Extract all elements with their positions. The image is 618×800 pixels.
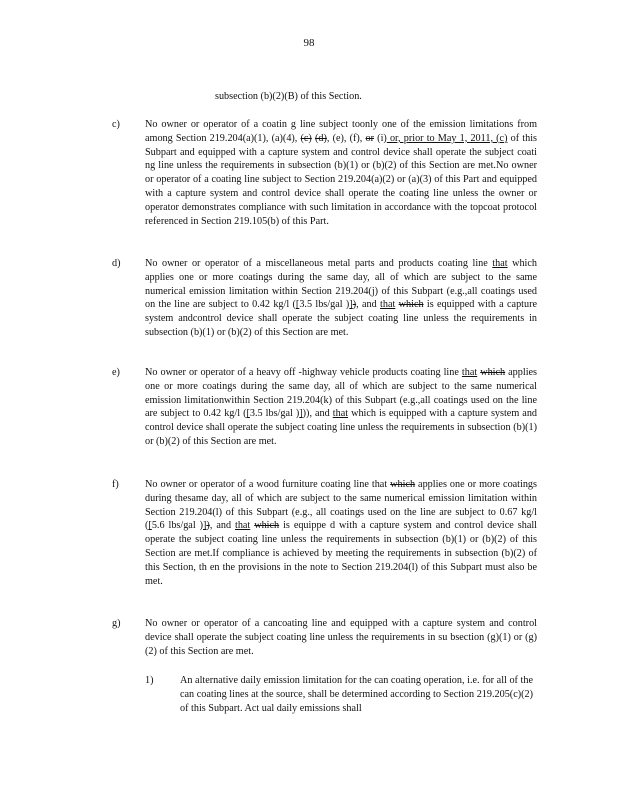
deleted-text: which	[254, 520, 280, 532]
deleted-text: which	[398, 299, 424, 311]
inserted-text: ]	[349, 299, 353, 311]
paragraph-text	[145, 257, 537, 340]
text-run: applies one or more coatings during thesame day, all of which are subject to the same numerical emission limitation within Section 219.204(l) of this Subpart (e.g., all coatings used on the line are subject to 0.67 kg/l (	[145, 479, 537, 532]
text-run: (i)	[374, 132, 387, 144]
text-run: No owner or operator of a wood furniture coating line that	[145, 479, 391, 490]
text-run: 5.6 lbs/gal )	[151, 520, 204, 532]
paragraph-text	[145, 617, 537, 658]
text-run: No owner or operator of a heavy off -highway vehicle products coating line	[145, 367, 462, 378]
paragraph-label: d)	[112, 258, 121, 269]
deleted-text: which	[480, 367, 506, 378]
inserted-text: ]	[299, 408, 303, 420]
paragraph-label: e)	[112, 367, 120, 378]
text-run: No owner or operator of a miscellaneous metal parts and products coating line	[145, 258, 493, 269]
text-run: No owner or operator of a coatin g line subject toonly one of the emission limitations from among Section 219.204(a)(1), (a)(4),	[145, 119, 537, 144]
deleted-text: )	[206, 520, 210, 532]
text-run: 3.5 lbs/gal )	[249, 408, 300, 420]
deleted-text: which	[390, 479, 416, 490]
paragraph-label: c)	[112, 119, 120, 130]
text-run: is equippe d with a capture system and control device shall operate the subject coating line unless the requirements in subsection (b)(1) or (b)(2) of this Section are met.If compliance is achieved by meeting the requirements in subsection (b)(2) of this Section, th en the provisions in the note to Section 219.204(l) of this Subpart must also be met.	[145, 520, 538, 587]
inserted-text: ]	[203, 520, 207, 532]
paragraph-text	[145, 478, 537, 588]
text-run: which is equipped with a capture system and control device shall operate the subject coating line unless the requirements in subsection (b)(1) or (b)(2) of this Section are met.	[145, 408, 538, 447]
text-run: , and	[209, 520, 235, 532]
paragraph-text	[145, 118, 537, 228]
text-run: )), and	[302, 408, 333, 420]
deleted-text: )	[352, 299, 357, 311]
inserted-text: that	[461, 367, 478, 378]
inserted-text: [	[246, 408, 250, 420]
text-run: which applies one or more coatings during the same day, all of which are subject to the same numerical emission limitation within Section 219.204(j) of this Subpart (e.g.,all coatings used on the line are subject to 0.42 kg/l (	[145, 258, 537, 311]
inserted-text: or, prior to May 1, 2011, (c)	[386, 132, 508, 144]
text-run: of this Subpart and equipped with a capture system and control device shall operate the subject coati ng line unless the requirements in subsection (b)(1) or (b)(2) of this Section are met.No owner or operator of a coating line subject to Section 219.204(a)(2) or (a)(3) of this Part and equipped with a capture system and control device shall operate the coating line unless the owner or operator demonstrates compliance with such limitation in accordance with the topcoat protocol referenced in Section 219.105(b) of this Part.	[145, 132, 538, 227]
text-run: No owner or operator of a cancoating line and equipped with a capture system and control device shall operate the subject coating line unless the requirements in su bsection (g)(1) or (g)(2) of this Section are met.	[145, 618, 537, 657]
inserted-text: that	[492, 258, 508, 269]
inserted-text: that	[380, 299, 396, 311]
intro-line: subsection (b)(2)(B) of this Section.	[215, 91, 362, 102]
paragraph-label: f)	[112, 479, 119, 490]
paragraph-text	[145, 366, 537, 449]
inserted-text: that	[234, 520, 251, 532]
deleted-text: or	[365, 132, 375, 144]
text-run: , and	[356, 299, 381, 311]
text-run: , (e), (f),	[326, 132, 366, 144]
text-run: applies one or more coatings during the same day, all of which are subject to the same numerical emission limitationwithin Section 219.204(k) of this Subpart (e.g.,all coatings used on the line are subject to 0.42 kg/l (	[145, 367, 538, 420]
deleted-text: (d)	[315, 132, 327, 144]
paragraph-label: g)	[112, 618, 121, 629]
deleted-text: (c)	[300, 132, 312, 144]
subparagraph-label: 1)	[145, 675, 154, 686]
text-run: 3.5 lbs/gal )	[299, 299, 350, 311]
inserted-text: [	[295, 299, 300, 311]
subparagraph-text: An alternative daily emission limitation for the can coating operation, i.e. for all of the can coating lines at the source, shall be determined according to Section 219.205(c)(2) of this Subpart. Act ual daily emissions shall	[180, 675, 533, 714]
page-number: 98	[303, 37, 315, 49]
text-run: is equipped with a capture system andcontrol device shall operate the subject coating line unless the requirements in subsection (b)(1) or (b)(2) of this Section are met.	[145, 299, 537, 338]
inserted-text: that	[332, 408, 349, 420]
inserted-text: [	[148, 520, 152, 532]
